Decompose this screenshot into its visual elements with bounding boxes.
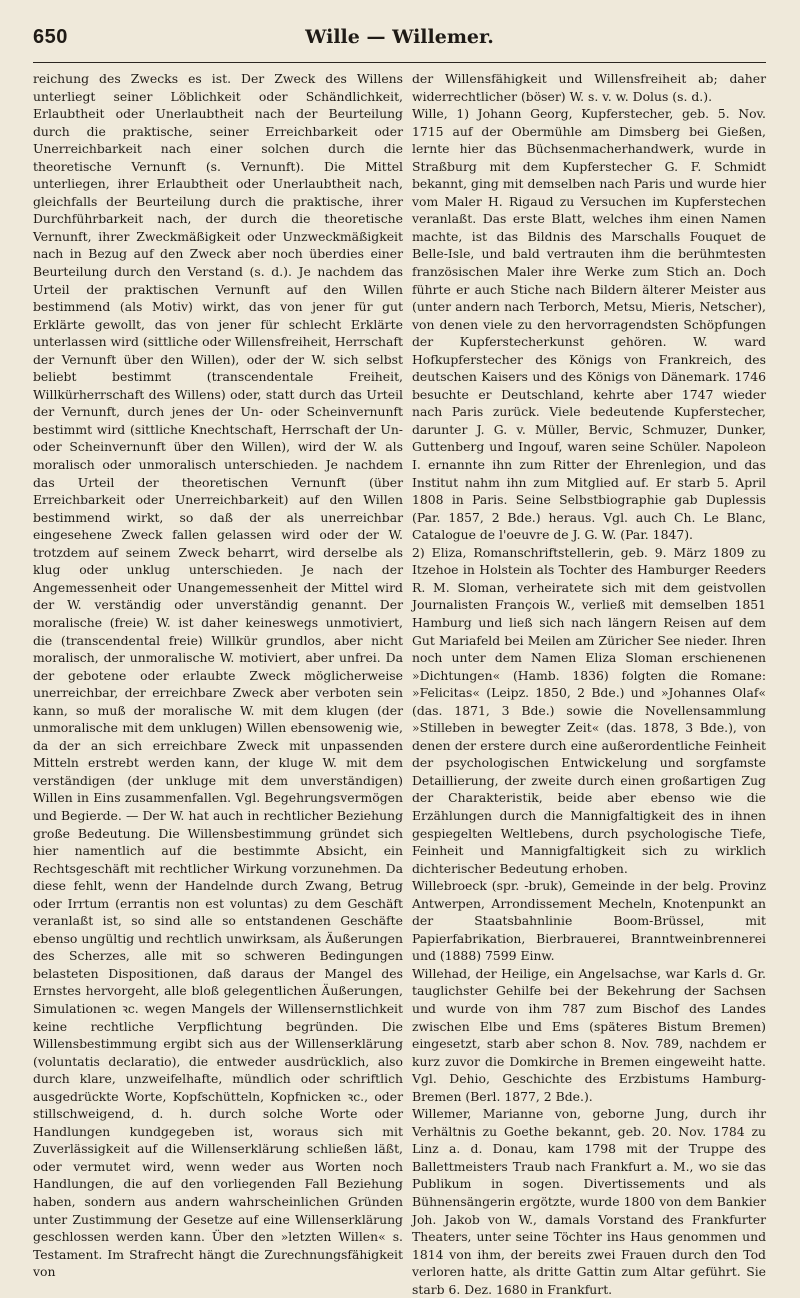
entry-willemer: Willemer, Marianne von, geborne Jung, durch ihr Verhältnis zu Goethe bekannt, geb. 20. Nov. 1784 zu Linz a. d. Donau, kam 1798 mit der Truppe des Ballettmeisters Traub nach Frankfurt a. M., wo sie das Publikum in sogen. Divertissements und als Bühnensängerin ergötzte, wurde 1800 von dem Bankier Joh. Jakob von W., damals Vorstand des Frankfurter Theaters, unter seine Töchter ins Haus genommen und 1814 von ihm, der bereits zwei Frauen durch den Tod verloren hatte, als dritte Gattin zum Altar geführt. Sie starb 6. Dez. 1680 in Frankfurt.: [412, 1106, 766, 1297]
page-number: 650: [33, 26, 68, 48]
paragraph: der Willensfähigkeit und Willensfreiheit ab; daher widerrechtlicher (böser) W. s. v. w. Dolus (s. d.).: [412, 71, 766, 104]
paragraph: reichung des Zwecks es ist. Der Zweck des Willens unterliegt seiner Löblichkeit oder Schändlichkeit, Erlaubtheit oder Unerlaubtheit nach der Beurteilung durch die praktische, seiner Erreichbarkeit oder Unerreichbarkeit nach einer solchen durch die theoretische Vernunft (s. Vernunft). Die Mittel unterliegen, ihrer Erlaubtheit oder Unerlaubtheit nach, gleichfalls der Beurteilung durch die praktische, ihrer Durchführbarkeit nach, der durch die theoretische Vernunft, ihrer Zweckmäßigkeit oder Unzweckmäßigkeit nach in Bezug auf den Zweck aber noch überdies einer Beurteilung durch den Verstand (s. d.). Je nachdem das Urteil der praktischen Vernunft auf den Willen bestimmend (als Motiv) wirkt, das von jener für gut Erklärte gewollt, das von jener für schlecht Erklärte unterlassen wird (sittliche oder Willensfreiheit, Herrschaft der Vernunft über den Willen), oder der W. sich selbst beliebt bestimmt (transcendentale Freiheit, Willkürherrschaft des Willens) oder, statt durch das Urteil der Vernunft, durch jenes der Un- oder Scheinvernunft bestimmt wird (sittliche Knechtschaft, Herrschaft der Un- oder Scheinvernunft über den Willen), wird der W. als moralisch oder unmoralisch unterschieden. Je nachdem das Urteil der theoretischen Vernunft (über Erreichbarkeit oder Unerreichbarkeit) auf den Willen bestimmend wirkt, so daß der als unerreichbar eingesehene Zweck fallen gelassen wird oder der W. trotzdem auf seinem Zweck beharrt, wird derselbe als klug oder unklug unterschieden. Je nach der Angemessenheit oder Unangemessenheit der Mittel wird der W. verständig oder unverständig genannt. Der moralische (freie) W. ist daher keineswegs unmotiviert, die (transcendental freie) Willkür grundlos, aber nicht moralisch, der unmoralische W. motiviert, aber unfrei. Da der gebotene oder erlaubte Zweck möglicherweise unerreichbar, der erreichbare Zweck aber verboten sein kann, so muß der moralische W. mit dem klugen (der unmoralische mit dem unklugen) Willen ebensowenig wie, da der an sich erreichbare Zweck mit unpassenden Mitteln erstrebt werden kann, der kluge W. mit dem verständigen (der unkluge mit dem unverständigen) Willen in Eins zusammenfallen. Vgl. Begehrungsvermögen und Begierde. — Der W. hat auch in rechtlicher Beziehung große Bedeutung. Die Willensbestimmung gründet sich hier namentlich auf die bestimmte Absicht, ein Rechtsgeschäft mit rechtlicher Wirkung vorzunehmen. Da diese fehlt, wenn der Handelnde durch Zwang, Betrug oder Irrtum (errantis non est voluntas) zu dem Geschäft veranlaßt ist, so sind alle so entstandenen Geschäfte ebenso ungültig und rechtlich unwirksam, als Äußerungen des Scherzes, alle mit so schweren Bedingungen belasteten Dispositionen, daß daraus der Mangel des Ernstes hervorgeht, alle bloß gelegentlichen Äußerungen, Simulationen ꝛc. wegen Mangels der Willensernstlichkeit keine rechtliche Verpflichtung begründen. Die Willensbestimmung ergibt sich aus der Willenserklärung (voluntatis declaratio), die entweder ausdrücklich, also durch klare, unzweifelhafte, mündlich oder schriftlich ausgedrückte Worte, Kopfschütteln, Kopfnicken ꝛc., oder stillschweigend, d. h. durch solche Worte oder Handlungen kundgegeben ist, woraus sich mit Zuverlässigkeit auf die Willenserklärung schließen läßt, oder vermutet wird, wenn weder aus Worten noch Handlungen, die auf den vorliegenden Fall Beziehung haben, sondern aus andern wahrscheinlichen Gründen unter Zustimmung der Gesetze auf eine Willenserklärung geschlossen werden kann. Über den »letzten Willen« s. Testament. Im Strafrecht hängt die Zurechnungsfähigkeit von: [33, 71, 403, 1280]
entry-wille: Wille, 1) Johann Georg, Kupferstecher, geb. 5. Nov. 1715 auf der Obermühle am Dimsberg bei Gießen, lernte hier das Büchsenmacherhandwerk, wurde in Straßburg mit dem Kupferstecher G. F. Schmidt bekannt, ging mit demselben nach Paris und wurde hier vom Maler H. Rigaud zu Versuchen im Kupferstechen veranlaßt. Das erste Blatt, welches ihm einen Namen machte, ist das Bildnis des Marschalls Fouquet de Belle-Isle, und bald vertrauten ihm die berühmtesten französischen Maler ihre Werke zum Stich an. Doch führte er auch Stiche nach Bildern älterer Meister aus (unter andern nach Terborch, Metsu, Mieris, Netscher), von denen viele zu den hervorragendsten Schöpfungen der Kupferstecherkunst gehören. W. ward Hofkupferstecher des Königs von Frankreich, des deutschen Kaisers und des Königs von Dänemark. 1746 besuchte er Deutschland, kehrte aber 1747 wieder nach Paris zurück. Viele bedeutende Kupferstecher, darunter J. G. v. Müller, Bervic, Schmuzer, Dunker, Guttenberg und Ingouf, waren seine Schüler. Napoleon I. ernannte ihn zum Ritter der Ehrenlegion, und das Institut nahm ihn zum Mitglied auf. Er starb 5. April 1808 in Paris. Seine Selbstbiographie gab Duplessis (Par. 1857, 2 Bde.) heraus. Vgl. auch Ch. Le Blanc, Catalogue de l'oeuvre de J. G. W. (Par. 1847).: [412, 106, 766, 543]
page-header: [33, 26, 766, 60]
right-column: [412, 70, 766, 1297]
running-head: Wille — Willemer.: [305, 26, 494, 48]
header-rule: [33, 62, 766, 63]
entry-wille-eliza: 2) Eliza, Romanschriftstellerin, geb. 9. März 1809 zu Itzehoe in Holstein als Tochter des Hamburger Reeders R. M. Sloman, verheiratete sich mit dem geistvollen Journalisten François W., verließ mit demselben 1851 Hamburg und ließ sich nach längern Reisen auf dem Gut Mariafeld bei Meilen am Züricher See nieder. Ihren noch unter dem Namen Eliza Sloman erschienenen »Dichtungen« (Hamb. 1836) folgten die Romane: »Felicitas« (Leipz. 1850, 2 Bde.) und »Johannes Olaf« (das. 1871, 3 Bde.) sowie die Novellensammlung »Stilleben in bewegter Zeit« (das. 1878, 3 Bde.), von denen der erstere durch eine außerordentliche Feinheit der psychologischen Entwickelung und sorgfamste Detaillierung, der zweite durch einen großartigen Zug der Charakteristik, beide aber ebenso wie die Erzählungen durch die Mannigfaltigkeit des in ihnen gespiegelten Weltlebens, durch psychologische Tiefe, Feinheit und Mannigfaltigkeit sich zu wirklich dichterischer Bedeutung erhoben.: [412, 544, 766, 876]
entry-willehad: Willehad, der Heilige, ein Angelsachse, war Karls d. Gr. tauglichster Gehilfe bei der Bekehrung der Sachsen und wurde von ihm 787 zum Bischof des Landes zwischen Elbe und Ems (späteres Bistum Bremen) eingesetzt, starb aber schon 8. Nov. 789, nachdem er kurz zuvor die Domkirche in Bremen eingeweiht hatte. Vgl. Dehio, Geschichte des Erzbistums Hamburg-Bremen (Berl. 1877, 2 Bde.).: [412, 965, 766, 1104]
entry-willebroeck: Willebroeck (spr. -bruk), Gemeinde in der belg. Provinz Antwerpen, Arrondissement Mecheln, Knotenpunkt an der Staatsbahnlinie Boom-Brüssel, mit Papierfabrikation, Bierbrauerei, Branntweinbrennerei und (1888) 7599 Einw.: [412, 878, 766, 964]
left-column: [33, 70, 403, 1280]
